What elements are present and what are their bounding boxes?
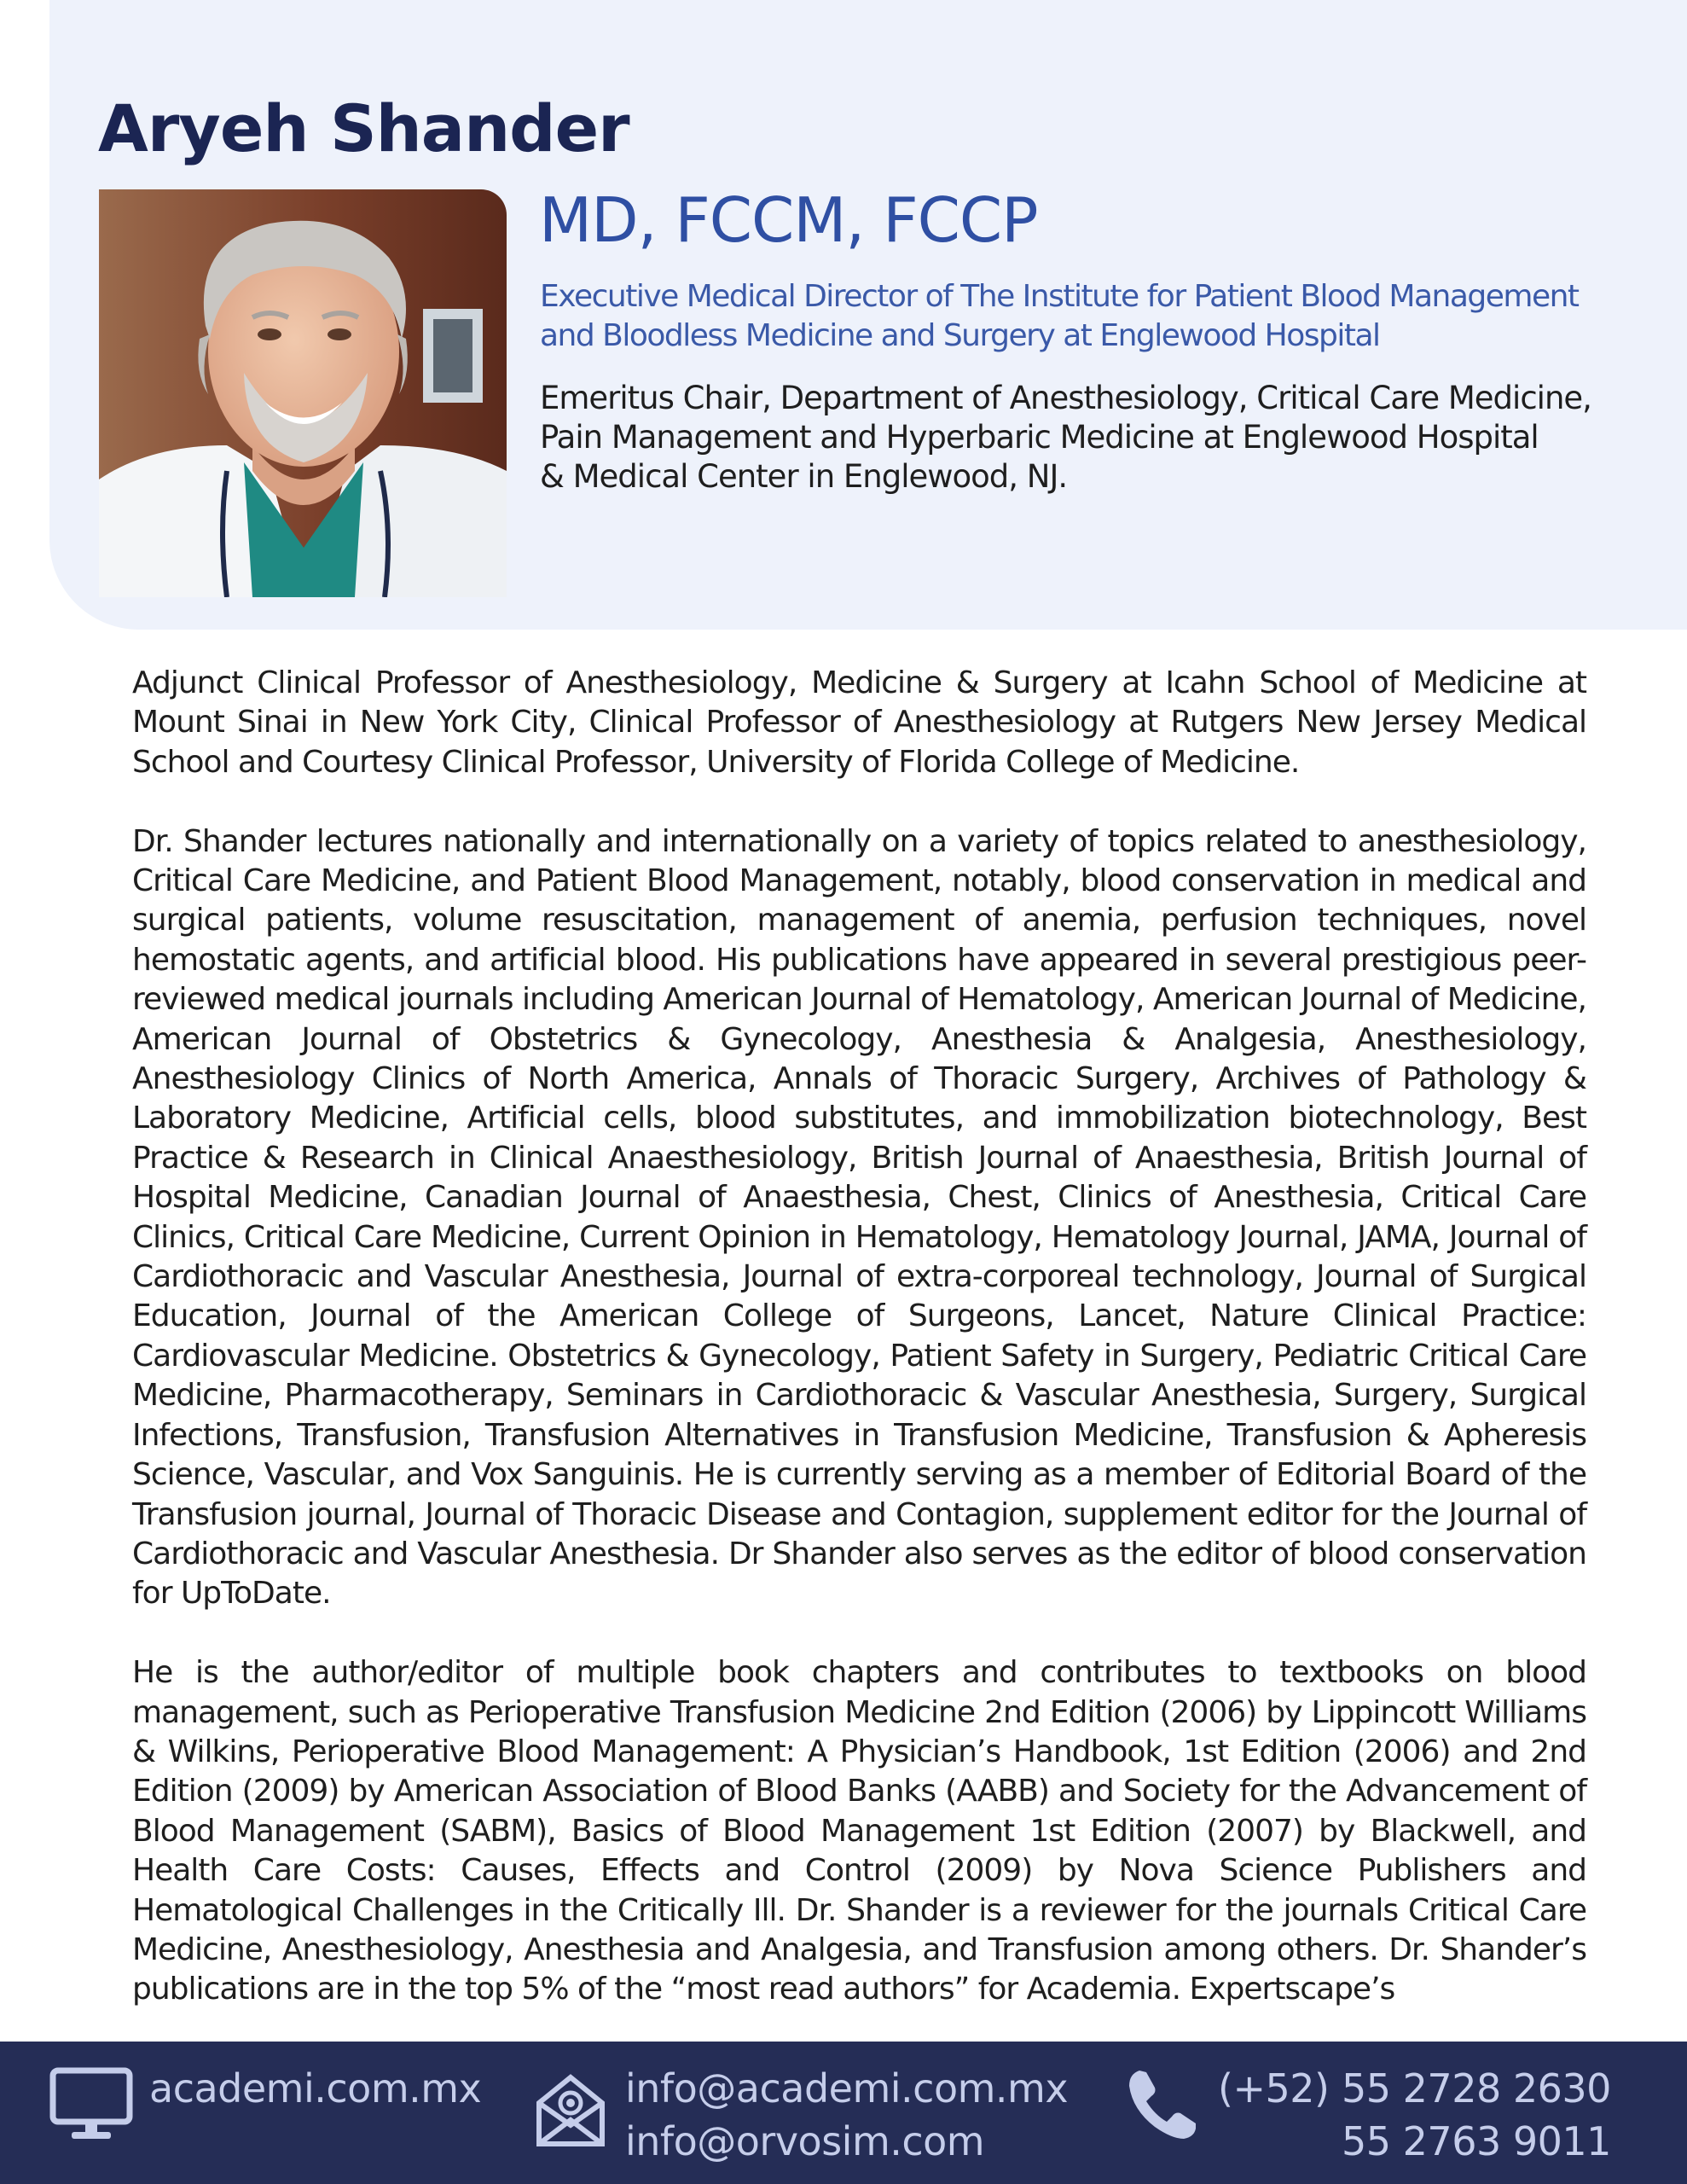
phone-number-1[interactable]: 55 2728 2630	[1342, 2065, 1611, 2111]
credentials: MD, FCCM, FCCP	[539, 184, 1038, 256]
website-link[interactable]: academi.com.mx	[149, 2065, 482, 2111]
executive-title	[540, 277, 1585, 356]
bio-paragraph-lectures: Dr. Shander lectures nationally and internationally on a variety of topics related to anesthesiology, Critical Care Medicine, and Patient Blood Management, notably, blood conservation in medical and surgical patients, volume resuscitation, management of anemia, perfusion techniques, novel hemostatic agents, and artificial blood. His publications have appeared in several prestigious peer-reviewed medical journals including American Journal of Hematology, American Journal of Medicine, American Journal of Obstetrics & Gynecology, Anesthesia & Analgesia, Anesthesiology, Anesthesiology Clinics of North America, Annals of Thoracic Surgery, Archives of Pathology & Laboratory Medicine, Artificial cells, blood substitutes, and immobilization biotechnology, Best Practice & Research in Clinical Anaesthesiology, British Journal of Anaesthesia, British Journal of Hospital Medicine, Canadian Journal of Anaesthesia, Chest, Clinics of Anesthesia, Critical Care Clinics, Critical Care Medicine, Current Opinion in Hematology, Hematology Journal, JAMA, Journal of Cardiothoracic and Vascular Anesthesia, Journal of extra-corporeal technology, Journal of Surgical Education, Journal of the American College of Surgeons, Lancet, Nature Clinical Practice: Cardiovascular Medicine. Obstetrics & Gynecology, Patient Safety in Surgery, Pediatric Critical Care Medicine, Pharmacotherapy, Seminars in Cardiothoracic & Vascular Anesthesia, Surgery, Surgical Infections, Transfusion, Transfusion Alternatives in Transfusion Medicine, Transfusion & Apheresis Science, Vascular, and Vox Sanguinis. He is currently serving as a member of Editorial Board of the Transfusion journal, Journal of Thoracic Disease and Contagion, supplement editor for the Journal of Cardiothoracic and Vascular Anesthesia. Dr Shander also serves as the editor of blood conservation for UpToDate.	[132, 823, 1586, 1612]
contact-footer	[0, 2042, 1687, 2184]
monitor-icon	[49, 2067, 133, 2146]
phone-number-2[interactable]: 55 2763 9011	[1342, 2118, 1611, 2164]
executive-title-line: and Bloodless Medicine and Surgery at Englewood Hospital	[540, 318, 1380, 353]
executive-title-line: Executive Medical Director of The Institute for Patient Blood Management	[540, 279, 1579, 314]
portrait-illustration	[99, 189, 507, 597]
emeritus-role	[540, 379, 1591, 497]
portrait-photo	[99, 189, 507, 597]
phone-icon	[1124, 2067, 1199, 2146]
email-link-orvosim[interactable]: info@orvosim.com	[625, 2118, 985, 2164]
email-icon	[534, 2072, 607, 2151]
phone-country-code: (+52)	[1218, 2065, 1330, 2111]
bio-paragraph-publications: He is the author/editor of multiple book chapters and contributes to textbooks on blood management, such as Perioperative Transfusion Medicine 2nd Edition (2006) by Lippincott Williams & Wilkins, Perioperative Blood Management: A Physician’s Handbook, 1st Edition (2006) and 2nd Edition (2009) by American Association of Blood Banks (AABB) and Society for the Advancement of Blood Management (SABM), Basics of Blood Management 1st Edition (2007) by Blackwell, and Health Care Costs: Causes, Effects and Control (2009) by Nova Science Publishers and Hematological Challenges in the Critically Ill. Dr. Shander is a reviewer for the journals Critical Care Medicine, Anesthesiology, Anesthesia and Analgesia, and Transfusion among others. Dr. Shander’s publications are in the top 5% of the “most read authors” for Academia. Expertscape’s	[132, 1655, 1586, 2007]
emeritus-role-line: Pain Management and Hyperbaric Medicine at Englewood Hospital	[540, 419, 1539, 456]
biography	[132, 664, 1586, 2049]
emeritus-role-line: & Medical Center in Englewood, NJ.	[540, 458, 1068, 495]
emeritus-role-line: Emeritus Chair, Department of Anesthesiology, Critical Care Medicine,	[540, 380, 1591, 416]
email-link-academi[interactable]: info@academi.com.mx	[625, 2065, 1069, 2111]
bio-paragraph-appointments: Adjunct Clinical Professor of Anesthesiology, Medicine & Surgery at Icahn School of Medicine at Mount Sinai in New York City, Clinical Professor of Anesthesiology at Rutgers New Jersey Medical School and Courtesy Clinical Professor, University of Florida College of Medicine.	[132, 665, 1586, 780]
person-name: Aryeh Shander	[98, 90, 629, 166]
